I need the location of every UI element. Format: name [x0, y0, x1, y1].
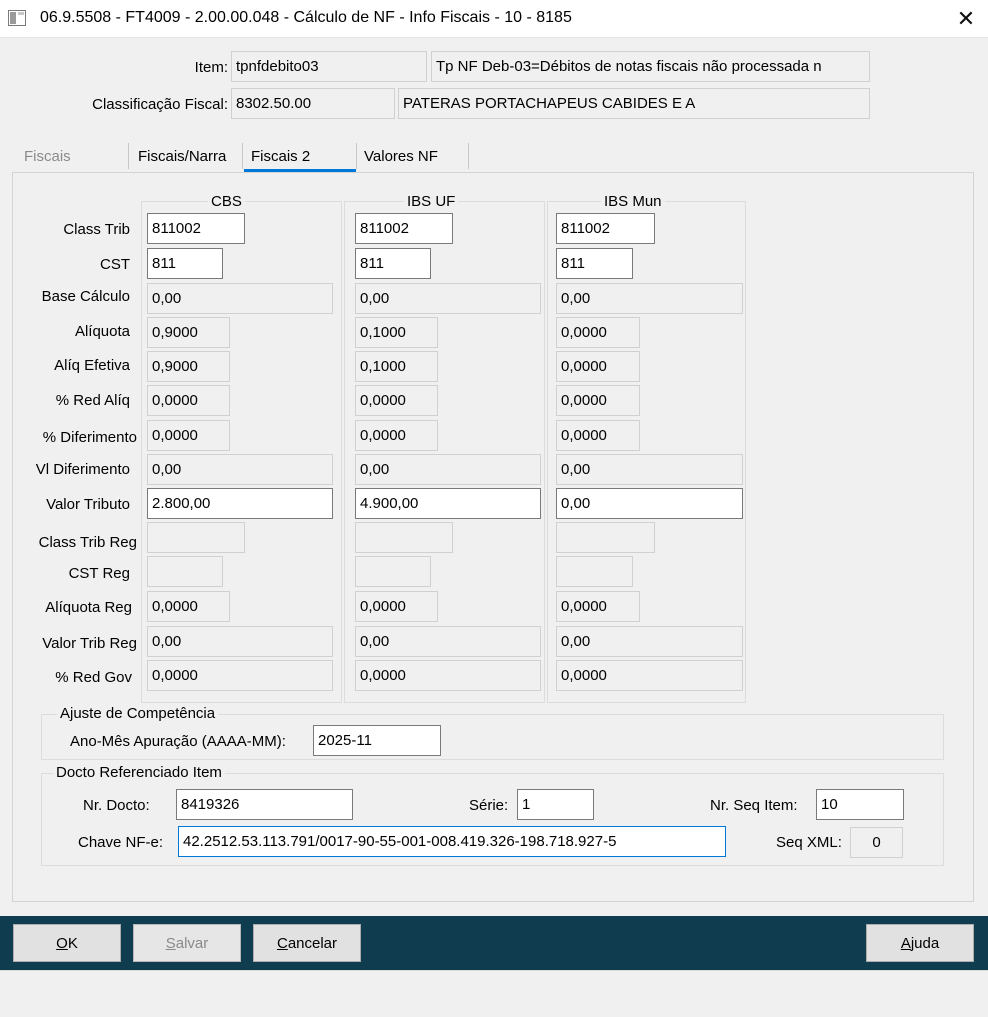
- row-label-cst: CST: [100, 256, 130, 273]
- cbs-red-aliq-field[interactable]: 0,0000: [147, 385, 230, 416]
- title-bar: [0, 0, 988, 38]
- ibs-uf-base-calculo-field[interactable]: 0,00: [355, 283, 541, 314]
- ibs-uf-class-trib-reg-field[interactable]: [355, 522, 453, 553]
- row-label-aliquota: Alíquota: [74, 323, 130, 340]
- row-label-aliquota-reg: Alíquota Reg: [45, 599, 132, 616]
- item-label: Item:: [194, 59, 228, 76]
- ibs-mun-base-calculo-field[interactable]: 0,00: [556, 283, 743, 314]
- ibs-uf-cst-field[interactable]: 811: [355, 248, 431, 279]
- ibs-uf-valor-trib-reg-field[interactable]: 0,00: [355, 626, 541, 657]
- window-title: 06.9.5508 - FT4009 - 2.00.00.048 - Cálculo de NF - Info Fiscais - 10 - 8185: [40, 9, 572, 26]
- cbs-class-trib-field[interactable]: 811002: [147, 213, 245, 244]
- cbs-class-trib-reg-field[interactable]: [147, 522, 245, 553]
- ibs-uf-group-title: IBS UF: [404, 193, 458, 210]
- ok-button-label: K: [67, 934, 78, 952]
- ibs-uf-class-trib-field[interactable]: 811002: [355, 213, 453, 244]
- cbs-base-calculo-field[interactable]: 0,00: [147, 283, 333, 314]
- row-label-valor-tributo: Valor Tributo: [46, 496, 130, 513]
- item-code-field[interactable]: tpnfdebito03: [231, 51, 427, 82]
- tab-separator: [128, 143, 129, 169]
- classificacao-fiscal-description-field[interactable]: PATERAS PORTACHAPEUS CABIDES E A: [398, 88, 870, 119]
- tab-valores-nf[interactable]: Valores NF: [364, 148, 438, 165]
- seq-xml-label: Seq XML:: [776, 834, 842, 851]
- ibs-uf-aliquota-reg-field[interactable]: 0,0000: [355, 591, 438, 622]
- cbs-group-title: CBS: [208, 193, 245, 210]
- row-label-base-calculo: Base Cálculo: [41, 288, 130, 305]
- row-label-class-trib-reg: Class Trib Reg: [38, 534, 137, 551]
- cbs-red-gov-field[interactable]: 0,0000: [147, 660, 333, 691]
- ibs-mun-red-gov-field[interactable]: 0,0000: [556, 660, 743, 691]
- status-bar: [0, 970, 988, 1017]
- cbs-aliquota-reg-field[interactable]: 0,0000: [147, 591, 230, 622]
- ibs-uf-cst-reg-field[interactable]: [355, 556, 431, 587]
- row-label-vl-diferimento: Vl Diferimento: [35, 461, 130, 478]
- ok-button[interactable]: [13, 924, 121, 962]
- chave-nfe-label: Chave NF-e:: [78, 834, 164, 851]
- cancelar-button-label: ancelar: [287, 934, 338, 952]
- classificacao-fiscal-label: Classificação Fiscal:: [92, 96, 228, 113]
- ibs-uf-diferimento-field[interactable]: 0,0000: [355, 420, 438, 451]
- tab-fiscais-narra[interactable]: Fiscais/Narra: [138, 148, 227, 165]
- salvar-button-label: alvar: [175, 934, 209, 952]
- ibs-uf-valor-tributo-field[interactable]: 4.900,00: [355, 488, 541, 519]
- nr-docto-field[interactable]: 8419326: [176, 789, 353, 820]
- ibs-uf-vl-diferimento-field[interactable]: 0,00: [355, 454, 541, 485]
- cbs-diferimento-field[interactable]: 0,0000: [147, 420, 230, 451]
- cbs-aliquota-field[interactable]: 0,9000: [147, 317, 230, 348]
- cbs-valor-tributo-field[interactable]: 2.800,00: [147, 488, 333, 519]
- ano-mes-apuracao-label: Ano-Mês Apuração (AAAA-MM):: [70, 733, 286, 750]
- ibs-mun-red-aliq-field[interactable]: 0,0000: [556, 385, 640, 416]
- salvar-button-mnemonic: S: [165, 934, 176, 952]
- tab-separator: [356, 143, 357, 169]
- row-label-class-trib: Class Trib: [63, 221, 130, 238]
- row-label-red-gov: % Red Gov: [55, 669, 132, 686]
- ibs-uf-red-aliq-field[interactable]: 0,0000: [355, 385, 438, 416]
- chave-nfe-field[interactable]: 42.2512.53.113.791/0017-90-55-001-008.419.326-198.718.927-5: [178, 826, 726, 857]
- nr-seq-item-label: Nr. Seq Item:: [710, 797, 798, 814]
- serie-field[interactable]: 1: [517, 789, 594, 820]
- docto-referenciado-title: Docto Referenciado Item: [53, 764, 225, 781]
- tab-fiscais-2[interactable]: Fiscais 2: [251, 148, 311, 165]
- ok-button-mnemonic: O: [56, 934, 68, 952]
- ibs-uf-red-gov-field[interactable]: 0,0000: [355, 660, 541, 691]
- tab-separator: [468, 143, 469, 169]
- app-window-icon: [8, 10, 26, 26]
- cbs-aliq-efetiva-field[interactable]: 0,9000: [147, 351, 230, 382]
- ibs-mun-class-trib-field[interactable]: 811002: [556, 213, 655, 244]
- serie-label: Série:: [469, 797, 509, 814]
- ibs-mun-valor-tributo-field[interactable]: 0,00: [556, 488, 743, 519]
- nr-docto-label: Nr. Docto:: [83, 797, 150, 814]
- tab-fiscais[interactable]: Fiscais: [24, 148, 71, 165]
- ibs-uf-aliq-efetiva-field[interactable]: 0,1000: [355, 351, 438, 382]
- close-icon[interactable]: ✕: [956, 6, 976, 32]
- ajuste-competencia-title: Ajuste de Competência: [57, 705, 218, 722]
- salvar-button[interactable]: [133, 924, 241, 962]
- classificacao-fiscal-code-field[interactable]: 8302.50.00: [231, 88, 395, 119]
- cbs-cst-field[interactable]: 811: [147, 248, 223, 279]
- ibs-mun-valor-trib-reg-field[interactable]: 0,00: [556, 626, 743, 657]
- ibs-mun-vl-diferimento-field[interactable]: 0,00: [556, 454, 743, 485]
- cancelar-button-mnemonic: C: [276, 934, 288, 952]
- ibs-mun-cst-field[interactable]: 811: [556, 248, 633, 279]
- ibs-mun-group-title: IBS Mun: [601, 193, 665, 210]
- row-label-red-aliq: % Red Alíq: [55, 392, 130, 409]
- ajuda-button[interactable]: [866, 924, 974, 962]
- row-label-aliq-efetiva: Alíq Efetiva: [54, 357, 130, 374]
- ajuda-button-label: juda: [910, 934, 940, 952]
- ibs-mun-aliquota-reg-field[interactable]: 0,0000: [556, 591, 640, 622]
- cbs-cst-reg-field[interactable]: [147, 556, 223, 587]
- row-label-diferimento: % Diferimento: [42, 429, 137, 446]
- item-description-field[interactable]: Tp NF Deb-03=Débitos de notas fiscais não processada n: [431, 51, 870, 82]
- ibs-mun-diferimento-field[interactable]: 0,0000: [556, 420, 640, 451]
- row-label-cst-reg: CST Reg: [68, 565, 130, 582]
- cbs-vl-diferimento-field[interactable]: 0,00: [147, 454, 333, 485]
- nr-seq-item-field[interactable]: 10: [816, 789, 904, 820]
- seq-xml-field[interactable]: 0: [850, 827, 903, 858]
- ajuda-button-mnemonic: A: [900, 934, 911, 952]
- tab-separator: [242, 143, 243, 169]
- cbs-valor-trib-reg-field[interactable]: 0,00: [147, 626, 333, 657]
- ibs-uf-aliquota-field[interactable]: 0,1000: [355, 317, 438, 348]
- row-label-valor-trib-reg: Valor Trib Reg: [42, 635, 137, 652]
- ibs-mun-aliquota-field[interactable]: 0,0000: [556, 317, 640, 348]
- cancelar-button[interactable]: [253, 924, 361, 962]
- ibs-mun-cst-reg-field[interactable]: [556, 556, 633, 587]
- ibs-mun-aliq-efetiva-field[interactable]: 0,0000: [556, 351, 640, 382]
- ano-mes-apuracao-field[interactable]: 2025-11: [313, 725, 441, 756]
- ibs-mun-class-trib-reg-field[interactable]: [556, 522, 655, 553]
